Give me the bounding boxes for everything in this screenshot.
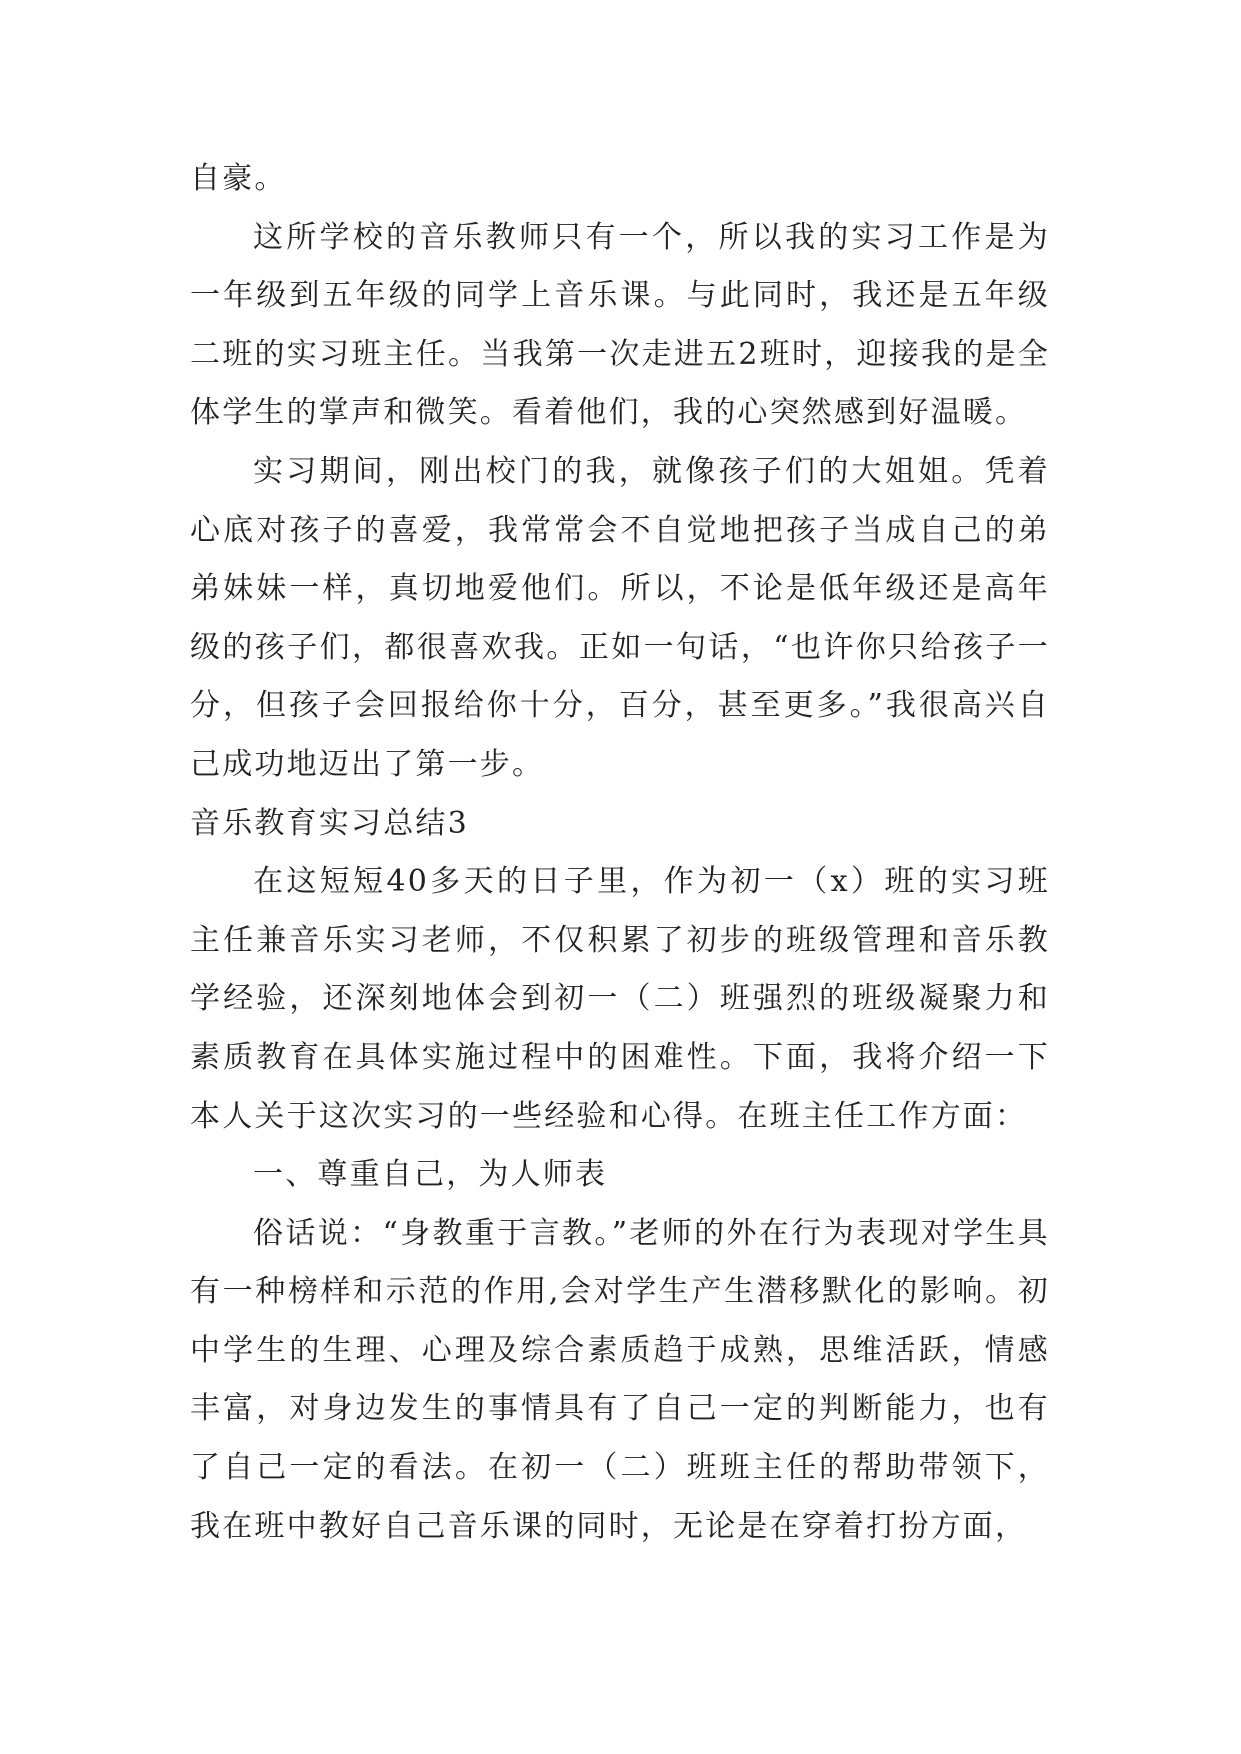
paragraph-body: 这所学校的音乐教师只有一个，所以我的实习工作是为一年级到五年级的同学上音乐课。与此同时，我还是五年级二班的实习班主任。当我第一次走进五2班时，迎接我的是全体学生的掌声和微笑。看着他们，我的心突然感到好温暖。 [190,219,1050,431]
section-heading: 音乐教育实习总结3 [190,805,469,841]
paragraph-body: 在这短短40多天的日子里，作为初一（x）班的实习班主任兼音乐实习老师，不仅积累了初步的班级管理和音乐教学经验，还深刻地体会到初一（二）班强烈的班级凝聚力和素质教育在具体实施过程中的困难性。下面，我将介绍一下本人关于这次实习的一些经验和心得。在班主任工作方面： [190,864,1050,1134]
paragraph-body: 俗话说：“身教重于言教。”老师的外在行为表现对学生具有一种榜样和示范的作用,会对学生产生潜移默化的影响。初中学生的生理、心理及综合素质趋于成熟，思维活跃，情感丰富，对身边发生的事情具有了自己一定的判断能力，也有了自己一定的看法。在初一（二）班班主任的帮助带领下，我在班中教好自己音乐课的同时，无论是在穿着打扮方面， [190,1215,1050,1544]
paragraph-continuation: 自豪。 [190,161,287,196]
subsection-heading: 一、尊重自己，为人师表 [253,1157,608,1193]
paragraph-body: 实习期间，刚出校门的我，就像孩子们的大姐姐。凭着心底对孩子的喜爱，我常常会不自觉地把孩子当成自己的弟弟妹妹一样，真切地爱他们。所以，不论是低年级还是高年级的孩子们，都很喜欢我。正如一句话，“也许你只给孩子一分，但孩子会回报给你十分，百分，甚至更多。”我很高兴自己成功地迈出了第一步。 [190,453,1050,782]
document-page [190,150,1050,1556]
